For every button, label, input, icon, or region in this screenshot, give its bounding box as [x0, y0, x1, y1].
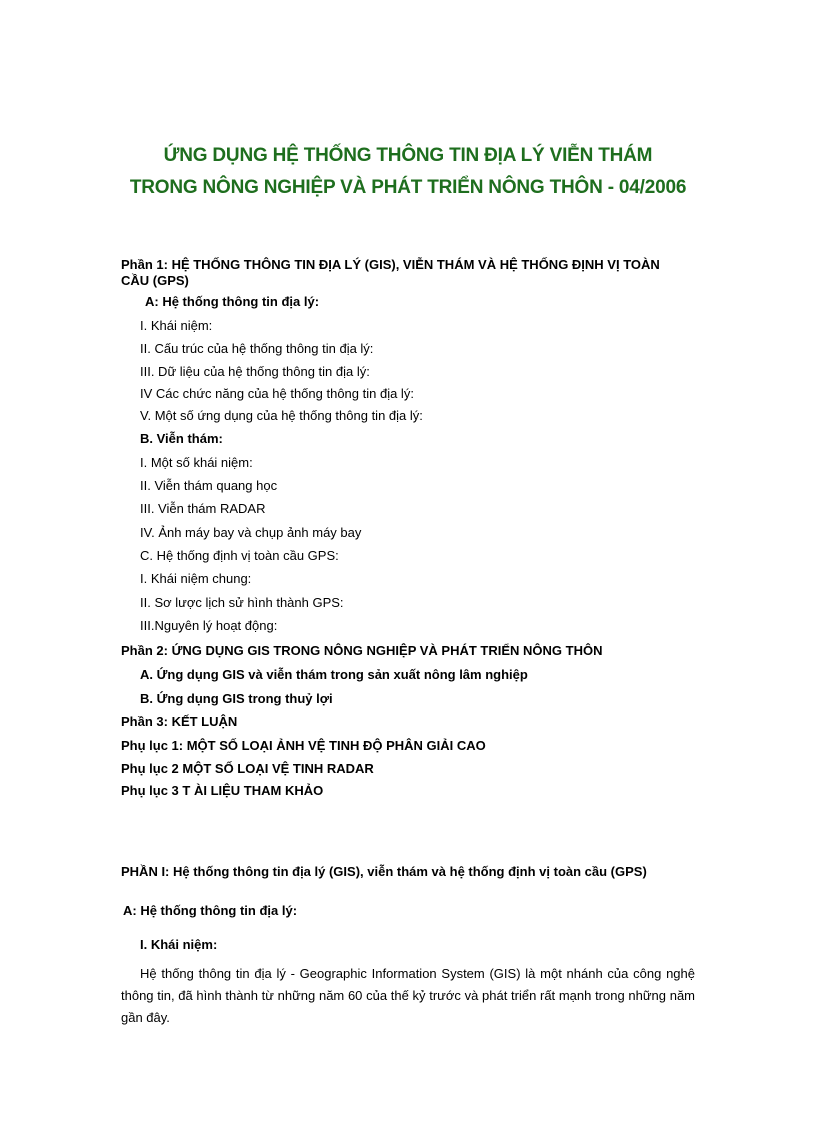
toc-item: II. Sơ lược lịch sử hình thành GPS: [140, 595, 344, 610]
toc-section-b: B. Viễn thám: [140, 431, 223, 446]
toc-item: IV Các chức năng của hệ thống thông tin địa lý: [140, 386, 414, 401]
toc-item: III. Dữ liệu của hệ thống thông tin địa lý: [140, 364, 370, 379]
toc-item: III. Viễn thám RADAR [140, 501, 266, 516]
toc-item: II. Viễn thám quang học [140, 478, 278, 493]
document-title-line-1: ỨNG DỤNG HỆ THỐNG THÔNG TIN ĐỊA LÝ VIỄN THÁM [163, 145, 653, 166]
toc-part-2-b: B. Ứng dụng GIS trong thuỷ lợi [140, 691, 333, 706]
toc-item: II. Cấu trúc của hệ thống thông tin địa lý: [140, 341, 374, 356]
toc-appendix-1: Phụ lục 1: MỘT SỐ LOẠI ẢNH VỆ TINH ĐỘ PHÂN GIẢI CAO [121, 738, 486, 753]
toc-item: III.Nguyên lý hoạt động: [140, 618, 278, 633]
toc-section-a: A: Hệ thống thông tin địa lý: [145, 294, 320, 309]
toc-item: V. Một số ứng dụng của hệ thống thông tin địa lý: [140, 408, 423, 423]
toc-part-2-a: A. Ứng dụng GIS và viễn thám trong sản xuất nông lâm nghiệp [140, 667, 528, 682]
toc-section-c: C. Hệ thống định vị toàn cầu GPS: [140, 548, 339, 563]
part-heading: PHẦN I: Hệ thống thông tin địa lý (GIS), viễn thám và hệ thống định vị toàn cầu (GPS) [121, 864, 647, 879]
toc-appendix-3: Phụ lục 3 T ÀI LIỆU THAM KHẢO [121, 783, 324, 798]
toc-item: I. Khái niệm chung: [140, 571, 252, 586]
toc-part-1-cont: CẦU (GPS) [121, 273, 189, 288]
toc-part-3: Phần 3: KẾT LUẬN [121, 714, 238, 729]
document-title-line-2: TRONG NÔNG NGHIỆP VÀ PHÁT TRIỂN NÔNG THÔN - 04/2006 [129, 177, 687, 198]
subsection-heading: I. Khái niệm: [140, 937, 218, 952]
toc-item: I. Khái niệm: [140, 318, 213, 333]
body-paragraph: Hệ thống thông tin địa lý - Geographic Information System (GIS) là một nhánh của công nghệ thông tin, đã hình thành từ những năm 60 của thế kỷ trước và phát triển rất mạnh trong những năm gần đây. [121, 966, 695, 1025]
toc-item: I. Một số khái niệm: [140, 455, 253, 470]
toc-part-2: Phần 2: ỨNG DỤNG GIS TRONG NÔNG NGHIỆP VÀ PHÁT TRIỂN NÔNG THÔN [121, 643, 603, 658]
toc-item: IV. Ảnh máy bay và chụp ảnh máy bay [140, 525, 362, 540]
toc-part-1: Phần 1: HỆ THỐNG THÔNG TIN ĐỊA LÝ (GIS), VIỄN THÁM VÀ HỆ THỐNG ĐỊNH VỊ TOÀN [121, 257, 660, 272]
section-heading: A: Hệ thống thông tin địa lý: [123, 903, 298, 918]
toc-appendix-2: Phụ lục 2 MỘT SỐ LOẠI VỆ TINH RADAR [121, 761, 374, 776]
